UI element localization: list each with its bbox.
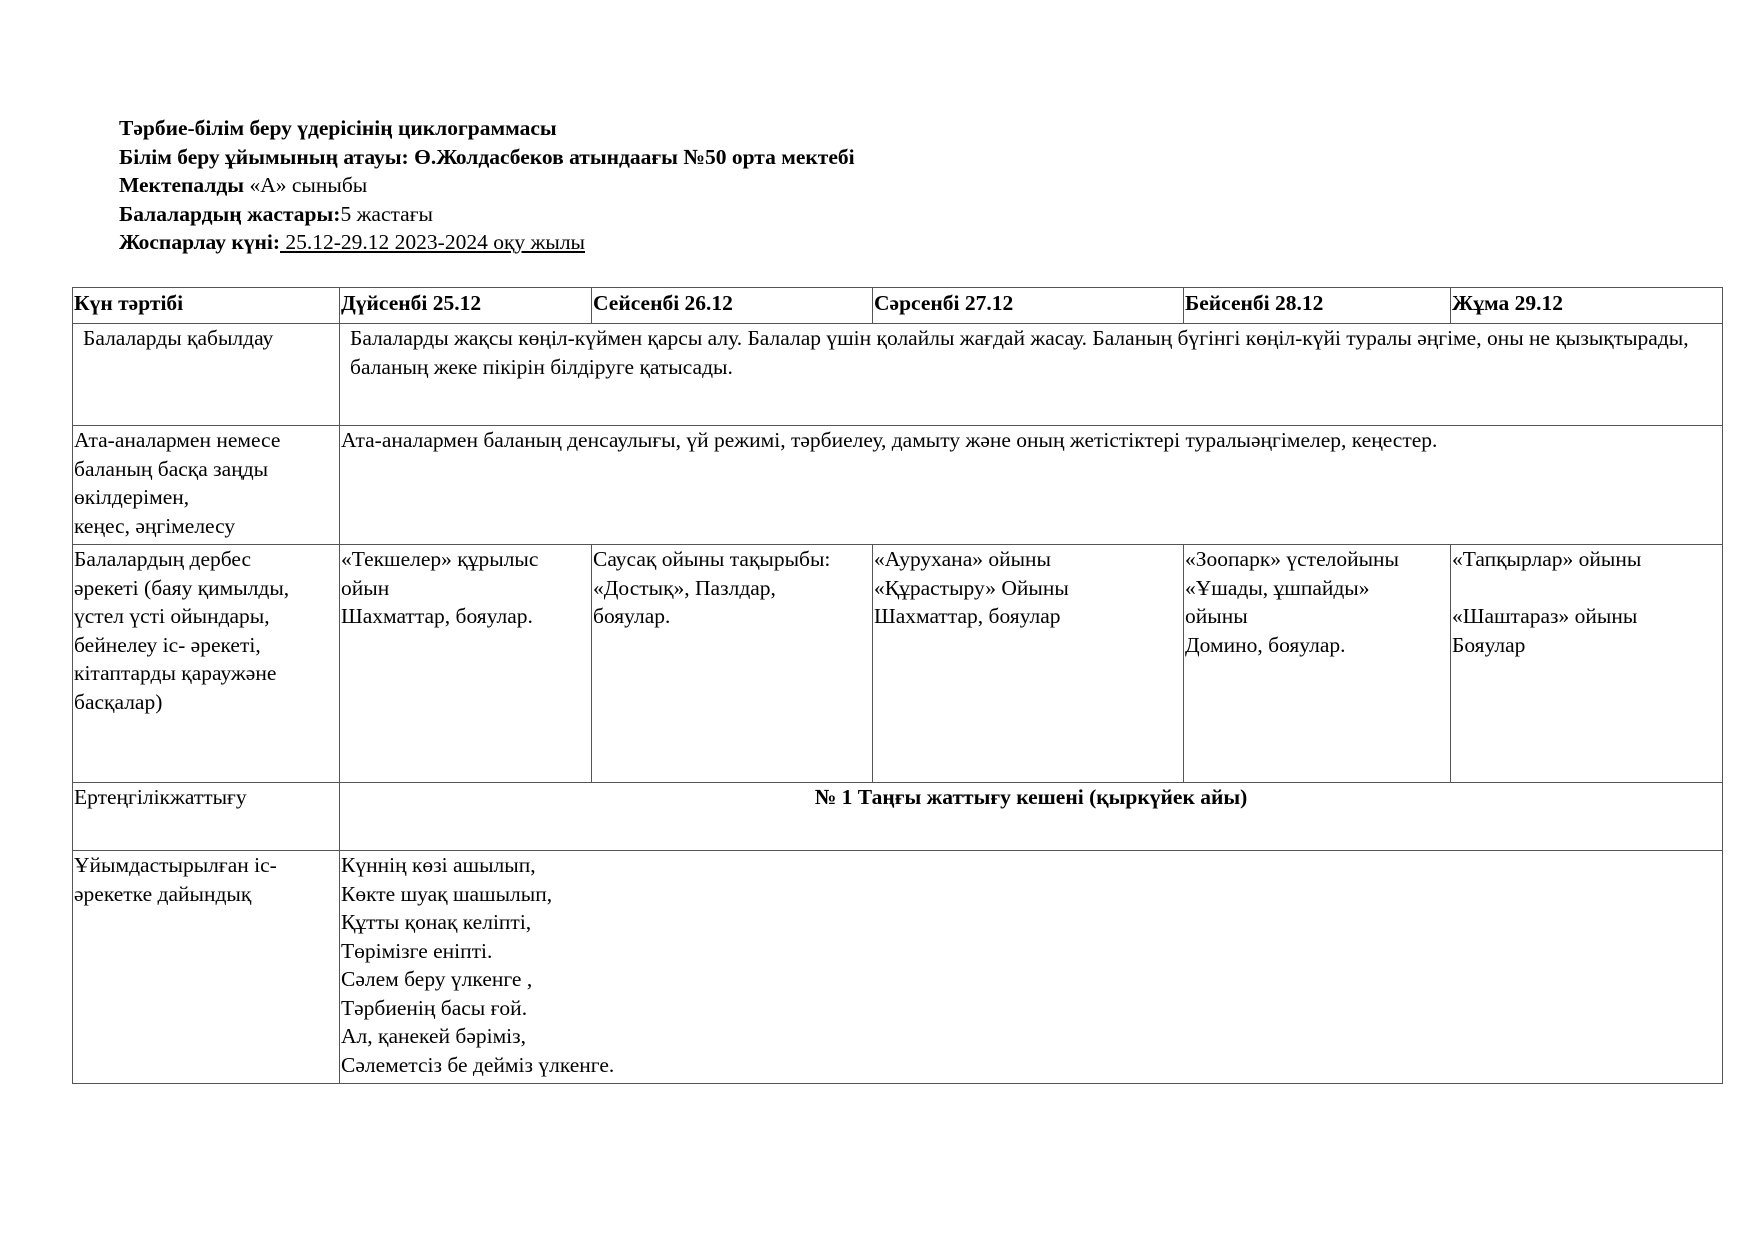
table-row <box>73 324 1723 426</box>
row-label-preparation: Ұйымдастырылған іс- әрекетке дайындық <box>73 851 340 1084</box>
header-cell-tuesday: Сейсенбі 26.12 <box>592 288 873 324</box>
date-line: Жоспарлау күні: 25.12-29.12 2023-2024 оқу жылы <box>119 230 585 254</box>
table-row <box>73 783 1723 851</box>
activity-friday: «Тапқырлар» ойыны «Шаштараз» ойыны Бояулар <box>1451 545 1723 783</box>
table-header-row <box>73 288 1723 324</box>
row-label-independent-activity: Балалардың дербес әрекеті (баяу қимылды, үстел үсті ойындары, бейнелеу іс- әрекеті, кітаптарды қараужәне басқалар) <box>73 545 340 783</box>
morning-exercise-text: № 1 Таңғы жаттығу кешені (қыркүйек айы) <box>340 783 1723 851</box>
header-cell-wednesday: Сәрсенбі 27.12 <box>873 288 1184 324</box>
activity-monday: «Текшелер» құрылыс ойын Шахматтар, бояулар. <box>340 545 592 783</box>
reception-text: Балаларды жақсы көңіл-күймен қарсы алу. Балалар үшін қолайлы жағдай жасау. Баланың бүгінгі көңіл-күйі туралы әңгіме, оны не қызықтырады, баланың жеке пікірін білдіруге қатысады. <box>340 324 1723 426</box>
table-row <box>73 851 1723 1084</box>
header-cell-schedule: Күн тәртібі <box>73 288 340 324</box>
age-line: Балалардың жастары:5 жастағы <box>119 201 433 226</box>
document-header <box>119 114 855 257</box>
cyclogram-table <box>72 287 1723 1084</box>
header-cell-thursday: Бейсенбі 28.12 <box>1184 288 1451 324</box>
activity-thursday: «Зоопарк» үстелойыны «Ұшады, ұшпайды» ойыны Домино, бояулар. <box>1184 545 1451 783</box>
row-label-morning-exercise: Ертеңгілікжаттығу <box>73 783 340 851</box>
activity-tuesday: Саусақ ойыны тақырыбы: «Достық», Пазлдар, бояулар. <box>592 545 873 783</box>
doc-title: Тәрбие-білім беру үдерісінің циклограммасы <box>119 116 557 140</box>
activity-wednesday: «Аурухана» ойыны «Құрастыру» Ойыны Шахматтар, бояулар <box>873 545 1184 783</box>
header-cell-friday: Жұма 29.12 <box>1451 288 1723 324</box>
group-line: Мектепалды «А» сыныбы <box>119 173 368 197</box>
header-cell-monday: Дүйсенбі 25.12 <box>340 288 592 324</box>
table-row <box>73 426 1723 545</box>
parents-text: Ата-аналармен баланың денсаулығы, үй режимі, тәрбиелеу, дамыту және оның жетістіктері туралыәңгімелер, кеңестер. <box>340 426 1723 545</box>
org-line: Білім беру ұйымының атауы: Ө.Жолдасбеков атындаағы №50 орта мектебі <box>119 144 855 169</box>
row-label-reception: Балаларды қабылдау <box>73 324 340 426</box>
row-label-parents: Ата-аналармен немесе баланың басқа заңды өкілдерімен, кеңес, әңгімелесу <box>73 426 340 545</box>
preparation-poem: Күннің көзі ашылып, Көкте шуақ шашылып, Құтты қонақ келіпті, Төрімізге еніпті. Сәлем беру үлкенге , Тәрбиенің басы ғой. Ал, қанекей бәріміз, Сәлеметсіз бе дейміз үлкенге. <box>340 851 1723 1084</box>
table-row <box>73 545 1723 783</box>
